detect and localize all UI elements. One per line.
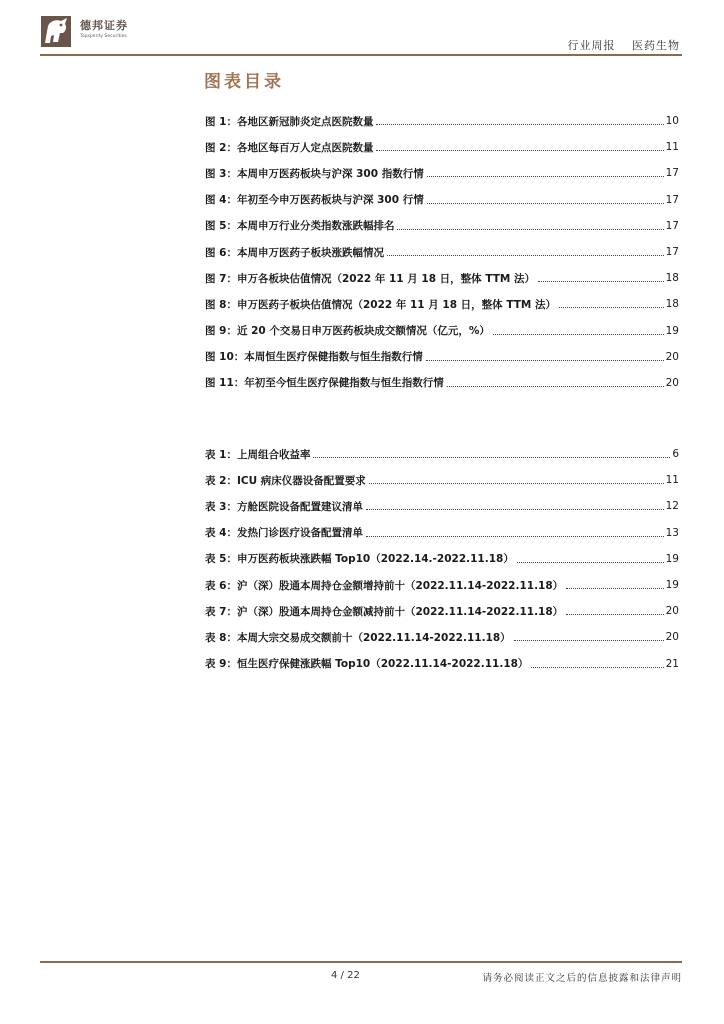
table-entry-page: 6 <box>672 448 679 461</box>
figure-entry[interactable] <box>205 239 679 265</box>
figure-entry-page: 11 <box>665 141 679 154</box>
dot-leader <box>366 509 664 510</box>
sector-name: 医药生物 <box>632 39 680 52</box>
header-divider <box>40 54 682 56</box>
brand-name-en: Topsperity Securities <box>80 34 127 39</box>
table-entry-page: 19 <box>665 579 679 592</box>
figure-entry-page: 17 <box>665 246 679 259</box>
table-entry-page: 21 <box>665 657 679 670</box>
figure-entry-label: 图 7：申万各板块估值情况（2022 年 11 月 18 日，整体 TTM 法） <box>205 272 536 285</box>
figure-entry-page: 18 <box>665 272 679 285</box>
table-entry-label: 表 3：方舱医院设备配置建议清单 <box>205 500 363 513</box>
dot-leader <box>366 536 664 537</box>
dot-leader <box>427 203 664 204</box>
figure-entry[interactable] <box>205 344 679 370</box>
table-entry-label: 表 2：ICU 病床仪器设备配置要求 <box>205 474 366 487</box>
topsperity-logo-icon <box>40 14 72 48</box>
table-entry-page: 11 <box>665 474 679 487</box>
figure-entry-page: 10 <box>665 115 679 128</box>
report-category <box>556 37 681 53</box>
figure-list <box>205 108 679 396</box>
table-entry-page: 13 <box>665 526 679 539</box>
figure-entry-label: 图 2：各地区每百万人定点医院数量 <box>205 141 374 154</box>
figure-entry-label: 图 8：申万医药子板块估值情况（2022 年 11 月 18 日，整体 TTM 法） <box>205 298 557 311</box>
table-entry[interactable] <box>205 520 679 546</box>
dot-leader <box>376 150 663 151</box>
table-entry[interactable] <box>205 651 679 677</box>
table-entry[interactable] <box>205 624 679 650</box>
table-entry-page: 20 <box>665 605 679 618</box>
figure-entry-page: 17 <box>665 219 679 232</box>
dot-leader <box>369 483 664 484</box>
legal-disclaimer: 请务必阅读正文之后的信息披露和法律声明 <box>482 973 682 984</box>
figure-entry-label: 图 4：年初至今申万医药板块与沪深 300 行情 <box>205 194 424 207</box>
page-number: 4 / 22 <box>331 970 360 981</box>
figure-entry[interactable] <box>205 291 679 317</box>
figure-entry[interactable] <box>205 318 679 344</box>
figure-entry-label: 图 10：本周恒生医疗保健指数与恒生指数行情 <box>205 351 423 364</box>
table-entry-label: 表 6：沪（深）股通本周持仓金额增持前十（2022.11.14-2022.11.18） <box>205 579 564 592</box>
table-entry-page: 20 <box>665 631 679 644</box>
figure-entry-page: 20 <box>665 350 679 363</box>
figure-entry-page: 20 <box>665 376 679 389</box>
dot-leader <box>538 281 664 282</box>
table-entry-label: 表 1：上周组合收益率 <box>205 448 311 461</box>
table-entry[interactable] <box>205 441 679 467</box>
dot-leader <box>566 614 663 615</box>
figure-entry-page: 19 <box>665 324 679 337</box>
dot-leader <box>531 667 663 668</box>
figure-entry-label: 图 11：年初至今恒生医疗保健指数与恒生指数行情 <box>205 377 444 390</box>
table-entry-label: 表 5：申万医药板块涨跌幅 Top10（2022.14.-2022.11.18） <box>205 553 514 566</box>
figure-entry-page: 17 <box>665 167 679 180</box>
figure-entry[interactable] <box>205 160 679 186</box>
report-type: 行业周报 <box>567 39 616 52</box>
figure-entry-label: 图 5：本周申万行业分类指数涨跌幅排名 <box>205 220 395 233</box>
table-entry-label: 表 9：恒生医疗保健涨跌幅 Top10（2022.11.14-2022.11.18） <box>205 658 529 671</box>
figure-entry-page: 17 <box>665 193 679 206</box>
figure-entry-label: 图 3：本周申万医药板块与沪深 300 指数行情 <box>205 167 424 180</box>
table-entry[interactable] <box>205 493 679 519</box>
figure-entry[interactable] <box>205 265 679 291</box>
page-title: 图表目录 <box>204 72 284 92</box>
dot-leader <box>514 640 664 641</box>
table-entry-page: 12 <box>665 500 679 513</box>
dot-leader <box>387 255 664 256</box>
dot-leader <box>376 124 663 125</box>
table-entry-label: 表 4：发热门诊医疗设备配置清单 <box>205 527 363 540</box>
footer-divider <box>40 961 682 963</box>
dot-leader <box>427 176 664 177</box>
dot-leader <box>559 307 664 308</box>
table-entry[interactable] <box>205 467 679 493</box>
dot-leader <box>426 360 664 361</box>
table-entry-label: 表 7：沪（深）股通本周持仓金额减持前十（2022.11.14-2022.11.18） <box>205 605 564 618</box>
dot-leader <box>566 588 663 589</box>
table-entry-page: 19 <box>665 552 679 565</box>
dot-leader <box>493 334 664 335</box>
figure-entry[interactable] <box>205 108 679 134</box>
figure-entry[interactable] <box>205 187 679 213</box>
figure-entry-page: 18 <box>665 298 679 311</box>
table-entry[interactable] <box>205 546 679 572</box>
figure-entry-label: 图 6：本周申万医药子板块涨跌幅情况 <box>205 246 384 259</box>
figure-entry[interactable] <box>205 370 679 396</box>
table-entry[interactable] <box>205 572 679 598</box>
brand-name-cn: 德邦证券 <box>80 19 128 32</box>
company-logo <box>40 14 180 50</box>
dot-leader <box>313 457 670 458</box>
table-entry[interactable] <box>205 598 679 624</box>
figure-entry[interactable] <box>205 213 679 239</box>
dot-leader <box>447 386 664 387</box>
dot-leader <box>517 562 664 563</box>
figure-entry[interactable] <box>205 134 679 160</box>
table-list <box>205 441 679 677</box>
figure-entry-label: 图 1：各地区新冠肺炎定点医院数量 <box>205 115 374 128</box>
table-entry-label: 表 8：本周大宗交易成交额前十（2022.11.14-2022.11.18） <box>205 631 511 644</box>
dot-leader <box>397 229 663 230</box>
figure-entry-label: 图 9：近 20 个交易日申万医药板块成交额情况（亿元，%） <box>205 325 490 338</box>
